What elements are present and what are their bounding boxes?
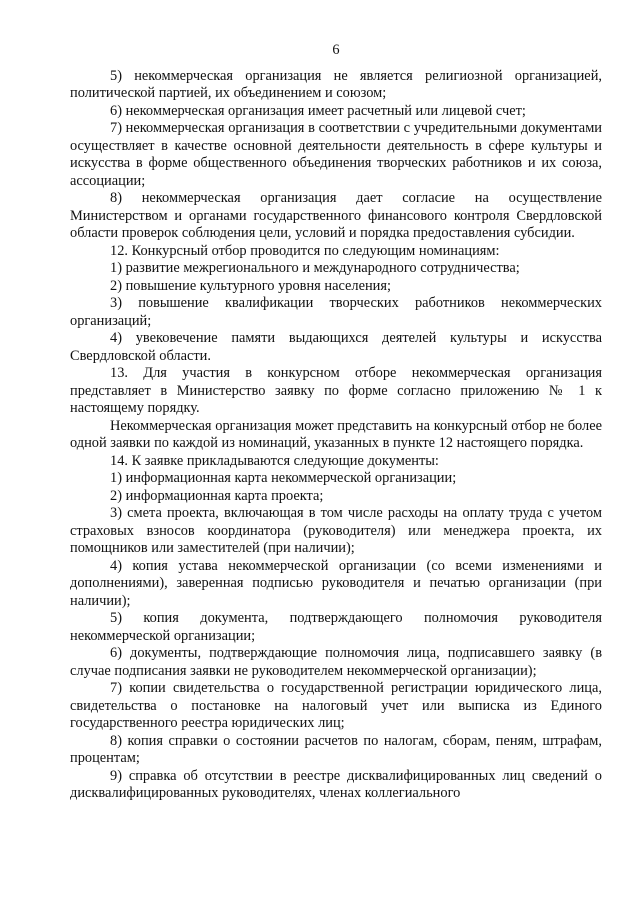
document-item-1: 1) информационная карта некоммерческой организации;	[110, 470, 457, 486]
document-item-7: 7) копии свидетельства о государственной регистрации юридического лица, свидетельства о постановке на налоговый учет или выписка из Единого государственного реестра юридических лиц;	[70, 680, 602, 731]
document-item-3: 3) смета проекта, включающая в том числе расходы на оплату труда с учетом страховых взносов координатора (руководителя) или менеджера проекта, их помощников или заместителей (при наличии);	[70, 505, 602, 556]
document-item-6: 6) документы, подтверждающие полномочия лица, подписавшего заявку (в случае подписания заявки не руководителем некоммерческой организации);	[70, 645, 602, 679]
document-page	[70, 42, 602, 803]
section-12-heading: 12. Конкурсный отбор проводится по следующим номинациям:	[110, 242, 500, 259]
paragraph-item-7: 7) некоммерческая организация в соответствии с учредительными документами осуществляет в качестве основной деятельности деятельность в сфере культуры и искусства в форме общественного объединения творческих работников и их союза, ассоциации;	[70, 120, 602, 189]
document-item-4: 4) копия устава некоммерческой организации (со всеми изменениями и дополнениями), заверенная подписью руководителя и печатью организации (при наличии);	[70, 557, 602, 609]
document-item-9: 9) справка об отсутствии в реестре дисквалифицированных лиц сведений о дисквалифицированных руководителях, членах коллегиального	[70, 767, 602, 801]
page-number: 6	[332, 42, 340, 58]
document-item-8: 8) копия справки о состоянии расчетов по налогам, сборам, пеням, штрафам, процентам;	[70, 732, 602, 766]
nomination-4: 4) увековечение памяти выдающихся деятелей культуры и искусства Свердловской области.	[70, 330, 602, 364]
paragraph-item-5: 5) некоммерческая организация не является религиозной организацией, политической партией, их объединением и союзом;	[70, 67, 602, 101]
section-13: 13. Для участия в конкурсном отборе некоммерческая организация представляет в Министерство заявку по форме согласно приложению № 1 к настоящему порядку.	[70, 365, 602, 416]
paragraph-item-6: 6) некоммерческая организация имеет расчетный или лицевой счет;	[110, 102, 526, 119]
section-13-note: Некоммерческая организация может представить на конкурсный отбор не более одной заявки по каждой из номинаций, указанных в пункте 12 настоящего порядка.	[70, 417, 602, 451]
nomination-3: 3) повышение квалификации творческих работников некоммерческих организаций;	[70, 295, 602, 329]
section-14-heading: 14. К заявке прикладываются следующие документы:	[110, 452, 439, 469]
document-item-2: 2) информационная карта проекта;	[110, 487, 324, 504]
nomination-1: 1) развитие межрегионального и международного сотрудничества;	[110, 260, 520, 276]
nomination-2: 2) повышение культурного уровня населения;	[110, 277, 391, 294]
paragraph-item-8: 8) некоммерческая организация дает согласие на осуществление Министерством и органами государственного финансового контроля Свердловской области проверок соблюдения цели, условий и порядка предоставления субсидии.	[70, 190, 602, 241]
document-item-5: 5) копия документа, подтверждающего полномочия руководителя некоммерческой организации;	[70, 610, 602, 644]
